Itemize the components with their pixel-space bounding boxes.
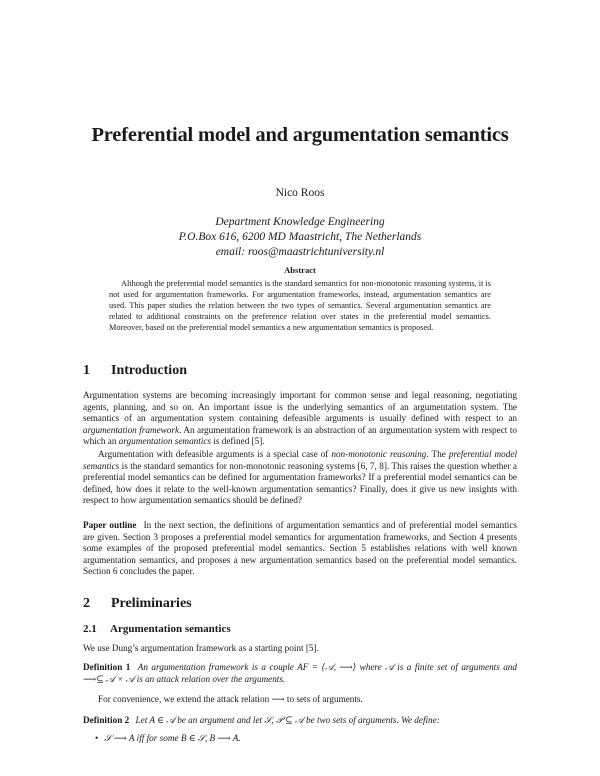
emphasis: non-monotonic reasoning [331, 449, 427, 459]
text-run: . An argumentation framework is an abstraction of an argumentation system with respect to which an [83, 424, 517, 447]
bullet-text: 𝒮 ⟶ A iff for some B ∈ 𝒮, B ⟶ A. [104, 733, 241, 743]
intro-paragraph-2 [83, 449, 517, 507]
section-heading-introduction [83, 363, 187, 379]
text-run: is the standard semantics for non-monotonic reasoning systems [6, 7, 8]. This raises the question whether a preferential model semantics can be defined for argumentation frameworks? If a preferential model semantics can be defined, how does it relate to the well-known argumentation semantics? Finally, does it give us new insights with respect to how argumentation semantics should be defined? [83, 460, 517, 506]
definition-2-bullet-1 [95, 733, 515, 745]
affiliation-department: Department Knowledge Engineering [215, 216, 385, 228]
subsection-number: 2.1 [83, 623, 97, 635]
subsection-title: Argumentation semantics [110, 623, 231, 635]
paper-title: Preferential model and argumentation semantics [91, 124, 509, 146]
emphasis: preferential model semantics [83, 449, 517, 471]
affiliation-email: email: roos@maastrichtuniversity.nl [215, 246, 385, 258]
prelim-paragraph-2: For convenience, we extend the attack relation ⟶ to sets of arguments. [98, 694, 363, 704]
bullet-marker: • [95, 733, 99, 743]
subsection-heading-argumentation-semantics [83, 623, 231, 635]
definition-body: Let A ∈ 𝒜 be an argument and let 𝒮, 𝒫 ⊆ 𝒜 be two sets of arguments. We define: [135, 715, 440, 725]
abstract-heading: Abstract [284, 265, 316, 275]
section-number: 1 [83, 363, 90, 378]
paper-outline-paragraph [83, 520, 517, 578]
emphasis: argumentation semantics [118, 436, 212, 447]
definition-label: Definition 2 [83, 715, 130, 725]
section-number: 2 [83, 596, 90, 611]
text-run: Argumentation systems are becoming increasingly important for common sense and legal reasoning, negotiating agents, planning, and so on. An important issue is the underlying semantics of an argumentation system. The semantics of an argumentation system containing defeasible arguments is usually defined with respect to an [83, 390, 517, 424]
section-title: Preliminaries [111, 596, 192, 611]
text-run: . The [426, 449, 449, 459]
text-run: is defined [5]. [211, 436, 265, 447]
definition-2 [83, 715, 517, 727]
emphasis: argumentation framework [83, 424, 180, 435]
author-name: Nico Roos [275, 187, 325, 199]
definition-1 [83, 662, 517, 685]
text-run: In the next section, the definitions of argumentation semantics and of preferential model semantics are given. Section 3 proposes a preferential model semantics for argumentation frameworks, and Section 4 presents some examples of the proposed preferential model semantics. Section 5 establishes relations with well known argumentation semantics, and proposes a new argumentation semantics based on the preferential model semantics. Section 6 concludes the paper. [83, 520, 517, 577]
section-heading-preliminaries [83, 596, 192, 612]
definition-label: Definition 1 [83, 662, 131, 672]
affiliation-address: P.O.Box 616, 6200 MD Maastricht, The Netherlands [178, 231, 422, 243]
intro-paragraph-1 [83, 390, 517, 448]
prelim-paragraph-1: We use Dung’s argumentation framework as a starting point [5]. [83, 643, 319, 653]
definition-body: An argumentation framework is a couple AF = ⟨𝒜, ⟶⟩ where 𝒜 is a finite set of arguments and ⟶⊆ 𝒜 × 𝒜 is an attack relation over the arguments. [83, 662, 517, 684]
abstract-text: Although the preferential model semantics is the standard semantics for non-monotonic reasoning systems, it is not used for argumentation frameworks. For argumentation frameworks, instead, argumentation semantics are used. This paper studies the relation between the two types of semantics. Several argumentation semantics are related to additional constraints on the preference relation over states in the preferential model semantics. Moreover, based on the preferential model semantics a new argumentation semantics is proposed. [109, 279, 491, 333]
runin-heading: Paper outline [83, 520, 137, 530]
text-run: Argumentation with defeasible arguments is a special case of [98, 449, 332, 459]
section-title: Introduction [111, 363, 187, 378]
